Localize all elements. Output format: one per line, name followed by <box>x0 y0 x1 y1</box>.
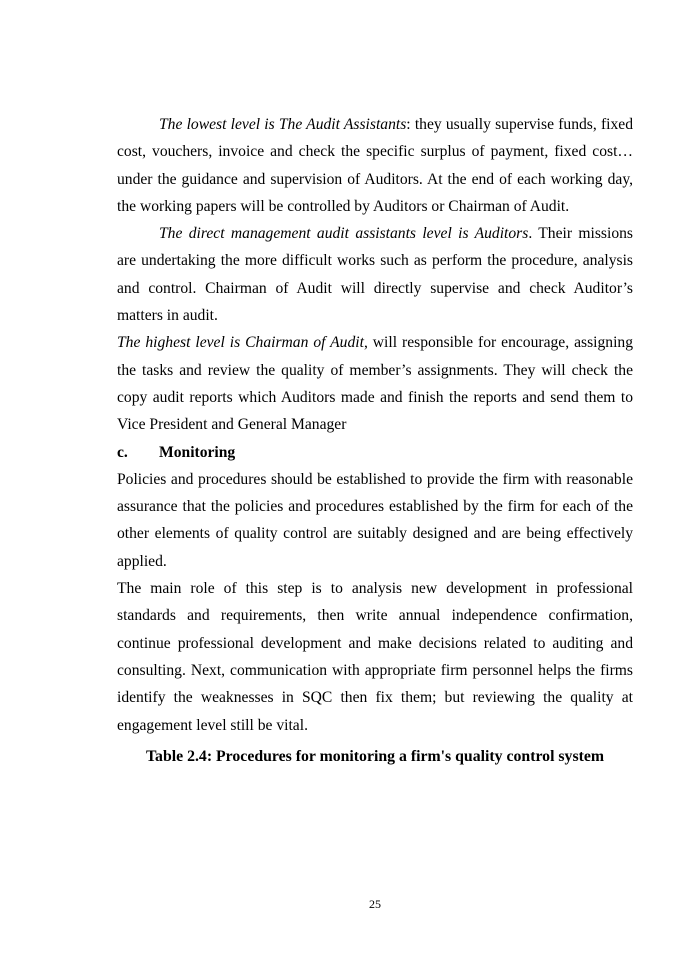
paragraph-chairman <box>117 329 633 438</box>
paragraph-lead-italic: The highest level is Chairman of Audit <box>117 334 364 352</box>
paragraph-body: . Their missions are undertaking the more difficult works such as perform the procedure, analysis and control. Chairman of Audit will directly supervise and check Auditor’s matters in audit. <box>117 225 633 325</box>
document-page <box>117 111 633 770</box>
section-heading-monitoring <box>117 439 633 466</box>
paragraph-policies: Policies and procedures should be established to provide the firm with reasonable assurance that the policies and procedures established by the firm for each of the other elements of quality control are suitably designed and are being effectively applied. <box>117 470 633 570</box>
paragraph-auditors <box>117 220 633 329</box>
paragraph-main-role: The main role of this step is to analysis new development in professional standards and requirements, then write annual independence confirmation, continue professional development and make decisions related to auditing and consulting. Next, communication with appropriate firm personnel helps the firms identify the weaknesses in SQC then fix them; but reviewing the quality at engagement level still be vital. <box>117 580 633 734</box>
paragraph-body: : they usually supervise funds, fixed cost, vouchers, invoice and check the specific surplus of payment, fixed cost… under the guidance and supervision of Auditors. At the end of each working day, the working papers will be controlled by Auditors or Chairman of Audit. <box>117 116 633 215</box>
section-letter: c. <box>117 443 128 461</box>
paragraph-body: , will responsible for encourage, assigning the tasks and review the quality of member’s assignments. They will check the copy audit reports which Auditors made and finish the reports and send them to Vice President and General Manager <box>117 334 633 434</box>
table-caption: Table 2.4: Procedures for monitoring a firm's quality control system <box>145 747 605 765</box>
paragraph-audit-assistants <box>117 111 633 220</box>
paragraph-lead-italic: The lowest level is The Audit Assistants <box>159 116 407 133</box>
paragraph-lead-italic: The direct management audit assistants level is Auditors <box>159 225 529 243</box>
section-title: Monitoring <box>159 443 236 461</box>
page-number: 25 <box>369 897 381 911</box>
